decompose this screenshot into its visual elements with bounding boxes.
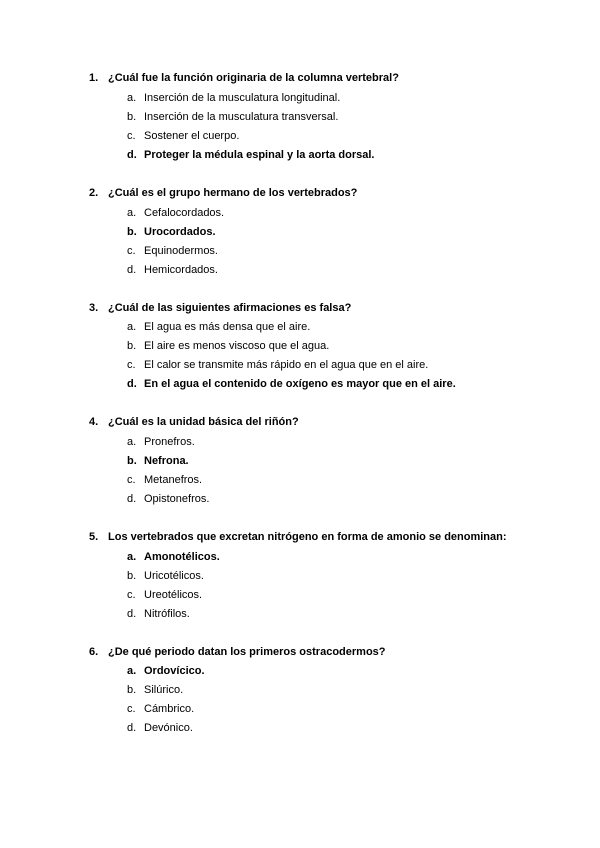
option-text: Ordovícico. (144, 665, 205, 677)
option-item (0, 607, 600, 621)
option-letter: b. (127, 455, 137, 467)
option-item (0, 358, 600, 372)
option-item-correct (0, 454, 600, 468)
option-item (0, 91, 600, 105)
option-letter: a. (127, 551, 137, 563)
question-text: ¿Cuál es la unidad básica del riñón? (108, 416, 299, 428)
option-text: Metanefros. (144, 474, 203, 486)
option-letter: c. (127, 703, 136, 715)
option-text: Ureotélicos. (144, 589, 203, 601)
option-letter: d. (127, 608, 137, 620)
option-item-correct (0, 225, 600, 239)
option-item (0, 683, 600, 697)
option-text: Inserción de la musculatura longitudinal. (144, 92, 341, 104)
option-letter: d. (127, 722, 137, 734)
option-letter: a. (127, 665, 137, 677)
option-letter: a. (127, 92, 137, 104)
question-text: Los vertebrados que excretan nitrógeno en forma de amonio se denominan: (108, 531, 507, 543)
option-text: Proteger la médula espinal y la aorta dorsal. (144, 149, 375, 161)
option-text: Pronefros. (144, 436, 195, 448)
option-letter: d. (127, 264, 137, 276)
question-number: 3. (89, 302, 99, 314)
question-number: 5. (89, 531, 99, 543)
question-text: ¿De qué periodo datan los primeros ostracodermos? (108, 646, 386, 658)
option-letter: c. (127, 359, 136, 371)
option-item-correct (0, 377, 600, 391)
option-letter: d. (127, 149, 137, 161)
option-text: Equinodermos. (144, 245, 218, 257)
option-letter: b. (127, 226, 137, 238)
question-number: 6. (89, 646, 99, 658)
option-item (0, 702, 600, 716)
option-text: Inserción de la musculatura transversal. (144, 111, 339, 123)
question-text: ¿Cuál fue la función originaria de la columna vertebral? (108, 72, 399, 84)
option-item-correct (0, 550, 600, 564)
option-letter: c. (127, 474, 136, 486)
option-letter: a. (127, 207, 137, 219)
option-text: El calor se transmite más rápido en el agua que en el aire. (144, 359, 429, 371)
option-text: Cámbrico. (144, 703, 195, 715)
option-item (0, 129, 600, 143)
option-item (0, 473, 600, 487)
option-text: Devónico. (144, 722, 193, 734)
option-item (0, 110, 600, 124)
option-text: El aire es menos viscoso que el agua. (144, 340, 330, 352)
option-letter: a. (127, 436, 137, 448)
option-item (0, 339, 600, 353)
option-letter: d. (127, 493, 137, 505)
option-item (0, 435, 600, 449)
option-item-correct (0, 664, 600, 678)
option-text: Nitrófilos. (144, 608, 190, 620)
option-letter: b. (127, 570, 137, 582)
option-text: Hemicordados. (144, 264, 218, 276)
option-item (0, 244, 600, 258)
option-item (0, 320, 600, 334)
option-letter: b. (127, 111, 137, 123)
option-text: En el agua el contenido de oxígeno es mayor que en el aire. (144, 378, 456, 390)
option-letter: c. (127, 130, 136, 142)
option-text: Nefrona. (144, 455, 189, 467)
option-text: Amonotélicos. (144, 551, 220, 563)
option-item (0, 588, 600, 602)
question-number: 1. (89, 72, 99, 84)
option-text: Silúrico. (144, 684, 184, 696)
option-letter: b. (127, 340, 137, 352)
option-item-correct (0, 148, 600, 162)
option-text: Uricotélicos. (144, 570, 204, 582)
question-text: ¿Cuál de las siguientes afirmaciones es falsa? (108, 302, 352, 314)
option-text: Opistonefros. (144, 493, 210, 505)
option-letter: c. (127, 589, 136, 601)
option-text: Sostener el cuerpo. (144, 130, 240, 142)
question-text: ¿Cuál es el grupo hermano de los vertebrados? (108, 187, 358, 199)
option-letter: b. (127, 684, 137, 696)
question-number: 4. (89, 416, 99, 428)
question-number: 2. (89, 187, 99, 199)
option-item (0, 206, 600, 220)
option-text: El agua es más densa que el aire. (144, 321, 311, 333)
option-letter: c. (127, 245, 136, 257)
option-item (0, 263, 600, 277)
option-letter: d. (127, 378, 137, 390)
option-item (0, 492, 600, 506)
option-text: Cefalocordados. (144, 207, 225, 219)
option-text: Urocordados. (144, 226, 216, 238)
option-item (0, 569, 600, 583)
option-letter: a. (127, 321, 137, 333)
option-item (0, 721, 600, 735)
